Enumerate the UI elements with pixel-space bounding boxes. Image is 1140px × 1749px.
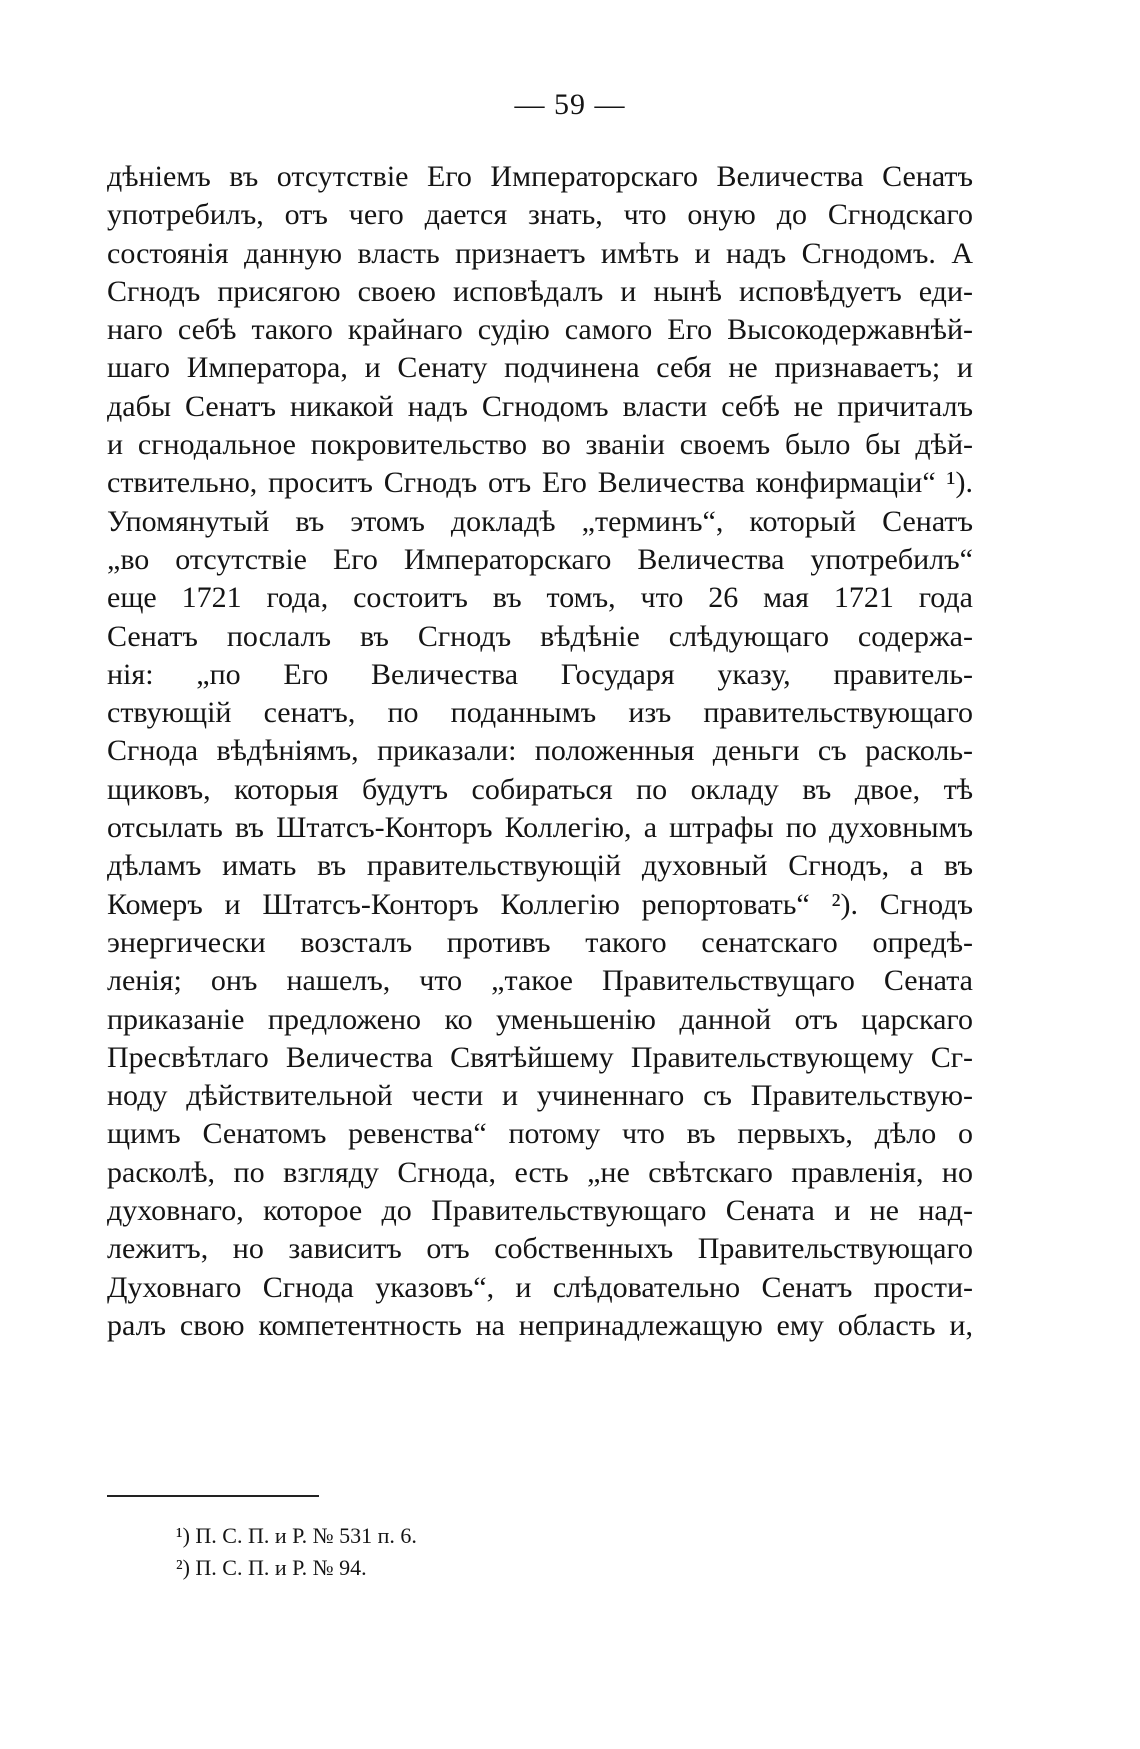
text-line: духовнаго, которое до Правительствующаго Сената и не над- [107, 1194, 973, 1228]
footnotes [176, 1520, 776, 1584]
text-line: Духовнаго Сгнода указовъ“, и слѣдовательно Сенатъ прости- [107, 1270, 973, 1304]
text-line: энергически возсталъ противъ такого сенатскаго опредѣ- [107, 925, 973, 959]
footnote-mark: ²) [176, 1555, 190, 1580]
page-number: — 59 — [514, 88, 626, 121]
text-line: приказаніе предложено ко уменьшенію данной отъ царскаго [107, 1002, 973, 1036]
text-line: щимъ Сенатомъ ревенства“ потому что въ первыхъ, дѣло о [107, 1117, 973, 1151]
text-line: лежитъ, но зависитъ отъ собственныхъ Правительствующаго [107, 1232, 973, 1266]
footnote-text: П. С. П. и Р. № 94. [195, 1555, 367, 1580]
text-line: „во отсутствіе Его Императорскаго Величества употребилъ“ [107, 542, 973, 576]
text-line: ствительно, проситъ Сгнодъ отъ Его Величества конфирмаціи“ ¹). [107, 466, 973, 500]
text-line: состоянія данную власть признаетъ имѣть и надъ Сгнодомъ. А [107, 236, 973, 270]
text-line: щиковъ, которыя будутъ собираться по окладу въ двое, тѣ [107, 772, 973, 806]
text-line: расколѣ, по взгляду Сгнода, есть „не свѣтскаго правленія, но [107, 1155, 973, 1189]
text-line: Сгнода вѣдѣніямъ, приказали: положенныя деньги съ расколь- [107, 734, 973, 768]
text-line: Комеръ и Штатсъ-Конторъ Коллегію репортовать“ ²). Сгнодъ [107, 887, 973, 921]
text-line: ствующій сенатъ, по поданнымъ изъ правительствующаго [107, 696, 973, 730]
text-line: ралъ свою компетентность на непринадлежащую ему область и, [107, 1308, 973, 1342]
text-line: Сгнодъ присягою своею исповѣдалъ и нынѣ исповѣдуетъ еди- [107, 274, 973, 308]
text-line: Сенатъ послалъ въ Сгнодъ вѣдѣніе слѣдующаго содержа- [107, 619, 973, 653]
footnote-text: П. С. П. и Р. № 531 п. 6. [195, 1523, 417, 1548]
text-line: Упомянутый въ этомъ докладѣ „терминъ“, который Сенатъ [107, 504, 973, 538]
text-line: и сгнодальное покровительство во званіи своемъ было бы дѣй- [107, 428, 973, 462]
text-line: употребилъ, отъ чего дается знать, что оную до Сгнодскаго [107, 198, 973, 232]
text-line: дѣламъ имать въ правительствующій духовный Сгнодъ, а въ [107, 849, 973, 883]
text-line: наго себѣ такого крайнаго судію самого Его Высокодержавнѣй- [107, 313, 973, 347]
text-line: шаго Императора, и Сенату подчинена себя не признаваетъ; и [107, 351, 973, 385]
text-line: отсылать въ Штатсъ-Конторъ Коллегію, а штрафы по духовнымъ [107, 811, 973, 845]
footnote-divider [107, 1495, 319, 1497]
text-line: нія: „по Его Величества Государя указу, правитель- [107, 657, 973, 691]
footnote-2 [176, 1552, 776, 1584]
text-line: дѣніемъ въ отсутствіе Его Императорскаго Величества Сенатъ [107, 160, 973, 193]
text-line: ленія; онъ нашелъ, что „такое Правительствущаго Сената [107, 964, 973, 998]
text-line: ноду дѣйствительной чести и учиненнаго съ Правительствую- [107, 1079, 973, 1113]
text-line: еще 1721 года, состоитъ въ томъ, что 26 мая 1721 года [107, 581, 973, 615]
footnote-1 [176, 1520, 776, 1552]
text-line: дабы Сенатъ никакой надъ Сгнодомъ власти себѣ не причиталъ [107, 389, 973, 423]
text-line: Пресвѣтлаго Величества Святѣйшему Правительствующему Сг- [107, 1040, 973, 1074]
footnote-mark: ¹) [176, 1523, 190, 1548]
body-text [107, 158, 973, 1345]
